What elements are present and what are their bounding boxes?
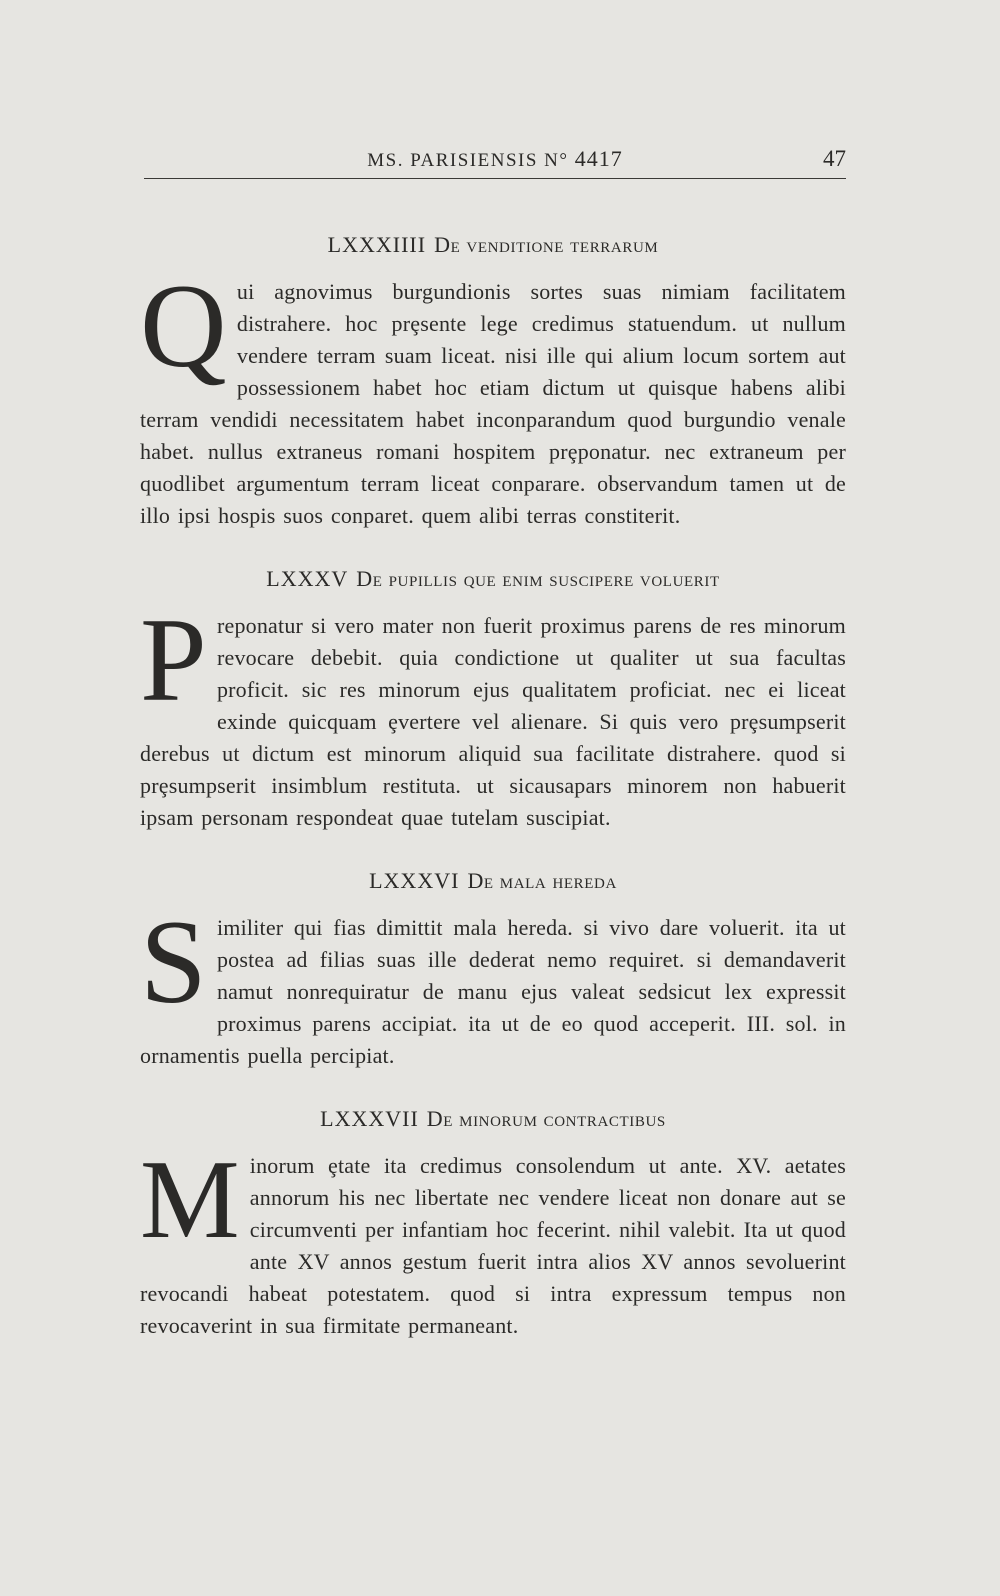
chapter-86 xyxy=(140,868,846,1072)
drop-cap-initial: S xyxy=(140,895,207,1028)
manuscript-number: 4417 xyxy=(574,146,623,171)
drop-cap-initial: M xyxy=(140,1138,240,1262)
chapter-body: imiliter qui fias dimittit mala hereda. si vivo dare voluerit. ita ut postea ad filias suas ille dederat nemo requiret. si demandaverit namut nonrequiratur de manu ejus valeat sedsicut lex expressit proximus parens accipiat. ita ut de eo quod acceperit. III. sol. in ornamentis puella percipiat. xyxy=(140,915,846,1068)
page-number: 47 xyxy=(823,146,846,171)
running-title-prefix: MS. PARISIENSIS N° xyxy=(367,150,569,171)
chapter-title: De minorum contractibus xyxy=(426,1106,666,1131)
chapter-85 xyxy=(140,566,846,834)
chapter-heading xyxy=(140,566,846,592)
chapter-number: LXXXIIII xyxy=(327,232,427,257)
chapter-number: LXXXV xyxy=(266,566,349,591)
chapter-text xyxy=(140,1138,846,1342)
running-head xyxy=(144,142,846,182)
chapter-heading xyxy=(140,232,846,258)
page-body xyxy=(140,232,846,1376)
chapter-84 xyxy=(140,232,846,532)
chapter-text xyxy=(140,593,846,834)
chapter-title: De venditione terrarum xyxy=(434,232,659,257)
drop-cap-initial: Q xyxy=(140,259,227,392)
chapter-87 xyxy=(140,1106,846,1342)
chapter-heading xyxy=(140,868,846,894)
chapter-text xyxy=(140,259,846,532)
chapter-number: LXXXVII xyxy=(320,1106,419,1131)
chapter-title: De pupillis que enim suscipere voluerit xyxy=(356,566,720,591)
header-rule xyxy=(144,178,846,179)
chapter-heading xyxy=(140,1106,846,1132)
chapter-title: De mala hereda xyxy=(467,868,617,893)
chapter-body: inorum ȩtate ita credimus consolendum ut ante. XV. aetates annorum his nec libertate nec vendere liceat non donare aut se circumventi per infantiam hoc fecerint. nihil valebit. Ita ut quod ante XV annos gestum fuerit intra alios XV annos sevoluerint revocandi habeat potestatem. quod si intra expressum tempus non revocaverint in sua firmitate permaneant. xyxy=(140,1153,846,1338)
chapter-body: reponatur si vero mater non fuerit proximus parens de res minorum revocare debebit. quia condictione ut qualiter ut sua facultas proficit. sic res minorum ejus qualitatem proficiat. nec ei liceat exinde quicquam ȩvertere vel alienare. Si quis vero prȩsumpserit derebus ut dictum est minorum aliquid sua facilitate distrahere. quod si prȩsumpserit insimblum restituta. ut sicausapars minorem non habuerit ipsam personam respondeat quae tutelam suscipiat. xyxy=(140,613,846,830)
drop-cap-initial: P xyxy=(140,593,207,726)
running-title xyxy=(144,146,846,172)
chapter-body: ui agnovimus burgundionis sortes suas nimiam facilitatem distrahere. hoc prȩsente lege credimus statuendum. ut nullum vendere terram suam liceat. nisi ille qui alium locum sortem aut possessionem habet hoc etiam dictum ut quisque habens alibi terram vendidi necessitatem habet inconparandum quod burgundio venale habet. nullus extraneus romani hospitem prȩponatur. nec extraneum per quodlibet argumentum terram liceat conparare. observandum tamen ut de illo ipsi hospis suos conparet. quem alibi terras constiterit. xyxy=(140,279,846,528)
chapter-number: LXXXVI xyxy=(369,868,460,893)
chapter-text xyxy=(140,895,846,1072)
